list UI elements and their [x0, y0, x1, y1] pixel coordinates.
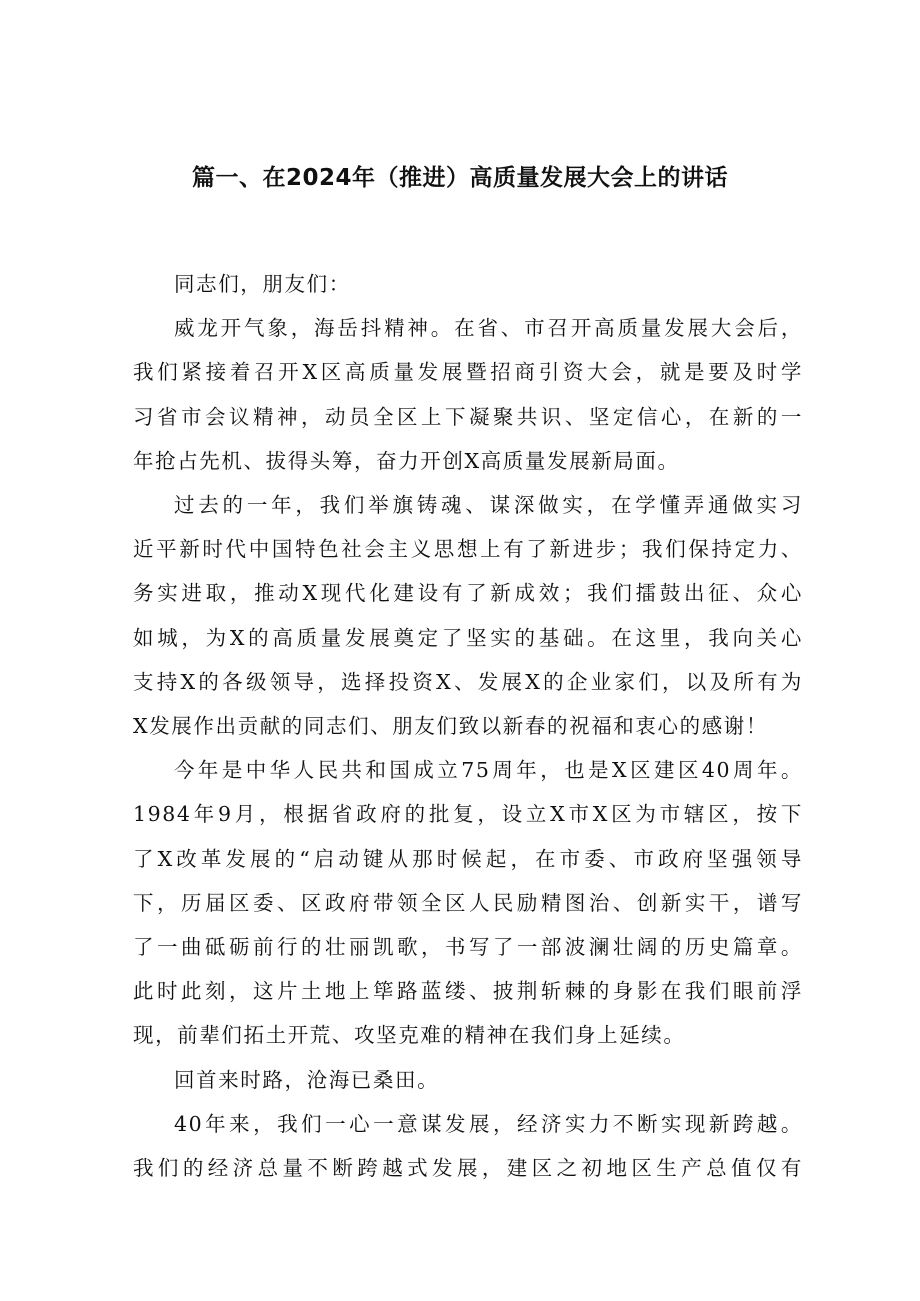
text-line: 下，历届区委、区政府带领全区人民励精图治、创新实干，谱写 — [133, 890, 803, 915]
text-line: 习省市会议精神，动员全区上下凝聚共识、坚定信心，在新的一 — [133, 404, 803, 429]
paragraph-forty-years — [133, 1102, 803, 1190]
text-line: 此时此刻，这片土地上筚路蓝缕、披荆斩棘的身影在我们眼前浮 — [133, 979, 803, 1004]
text-line: 了一曲砥砺前行的壮丽凯歌，书写了一部波澜壮阔的历史篇章。 — [133, 935, 803, 960]
paragraph-greeting — [133, 262, 803, 306]
text-line: 了X改革发展的“启动键从那时候起，在市委、市政府坚强领导 — [133, 846, 803, 871]
text-line: 我们紧接着召开X区高质量发展暨招商引资大会，就是要及时学 — [133, 360, 803, 385]
text-line: 现，前辈们拓土开荒、攻坚克难的精神在我们身上延续。 — [133, 1023, 686, 1048]
text-line: 近平新时代中国特色社会主义思想上有了新进步；我们保持定力、 — [133, 537, 803, 562]
text-line: 过去的一年，我们举旗铸魂、谋深做实，在学懂弄通做实习 — [174, 493, 803, 518]
paragraph-opening — [133, 306, 803, 483]
text-line: 回首来时路，沧海已桑田。 — [174, 1067, 440, 1092]
document-body — [133, 262, 803, 1190]
text-line: 支持X的各级领导，选择投资X、发展X的企业家们，以及所有为 — [133, 669, 803, 694]
text-line: 1984年9月，根据省政府的批复，设立X市X区为市辖区，按下 — [133, 802, 803, 827]
paragraph-past-year — [133, 483, 803, 748]
document-title: 篇一、在2024年（推进）高质量发展大会上的讲话 — [191, 165, 728, 191]
text-line: 务实进取，推动X现代化建设有了新成效；我们擂鼓出征、众心 — [133, 581, 803, 606]
text-line: 我们的经济总量不断跨越式发展，建区之初地区生产总值仅有 — [133, 1156, 803, 1181]
text-line: X发展作出贡献的同志们、朋友们致以新春的祝福和衷心的感谢！ — [133, 714, 768, 739]
text-line: 年抢占先机、拔得头筹，奋力开创X高质量发展新局面。 — [133, 448, 680, 473]
paragraph-anniversary — [133, 748, 803, 1057]
text-line: 40年来，我们一心一意谋发展，经济实力不断实现新跨越。 — [174, 1111, 803, 1136]
text-line: 同志们，朋友们： — [174, 272, 351, 296]
text-line: 如城，为X的高质量发展奠定了坚实的基础。在这里，我向关心 — [133, 625, 803, 650]
text-line: 威龙开气象，海岳抖精神。在省、市召开高质量发展大会后， — [174, 316, 803, 341]
paragraph-looking-back — [133, 1058, 803, 1102]
text-line: 今年是中华人民共和国成立75周年，也是X区建区40周年。 — [174, 758, 803, 783]
